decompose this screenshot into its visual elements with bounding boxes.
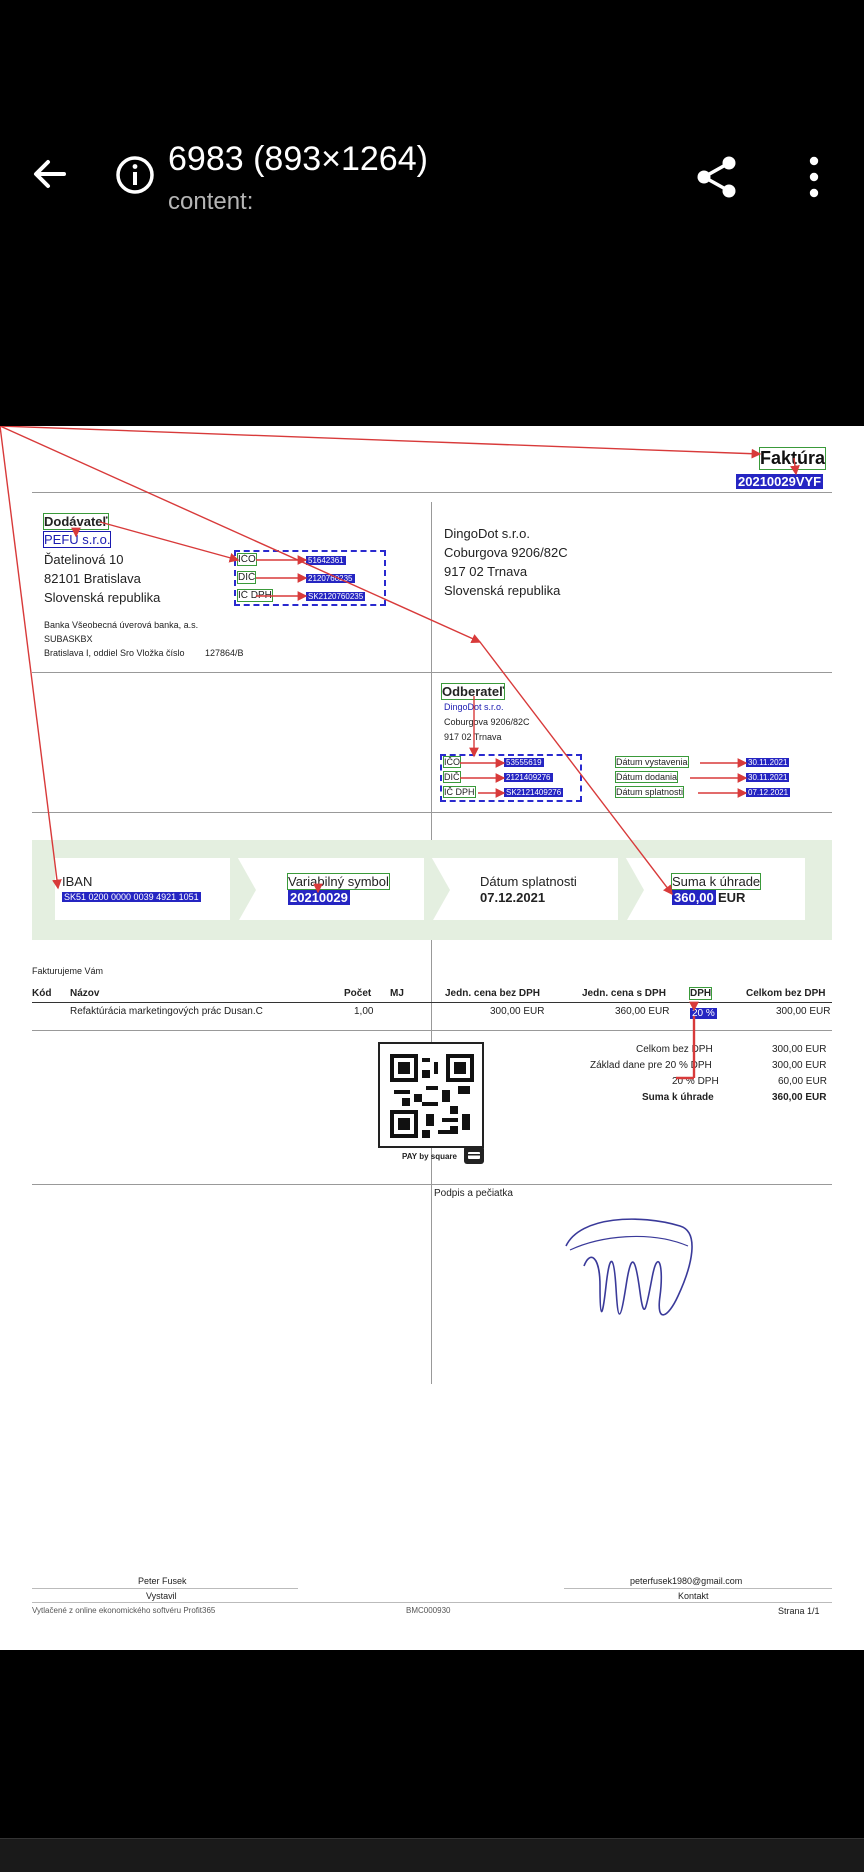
supplier-ico-value: 51642361: [308, 556, 344, 565]
amount-due-value: 360,00: [674, 890, 714, 905]
supplier-name: PEFU s.r.o.: [44, 532, 111, 547]
document-code: BMC000930: [406, 1606, 451, 1615]
app-bar: [0, 0, 864, 360]
col-qty: Počet: [344, 988, 372, 999]
recipient-city: 917 02 Trnava: [444, 564, 528, 579]
divider: [32, 1030, 832, 1031]
divider: [32, 1184, 832, 1185]
supplier-dic-value: 2120760235: [308, 574, 353, 583]
qr-caption: PAY by square: [402, 1152, 457, 1161]
signature-label: Podpis a pečiatka: [434, 1188, 513, 1199]
table-header-line: [32, 1002, 832, 1003]
chevron-divider: [618, 844, 644, 936]
col-price: Jedn. cena bez DPH: [445, 988, 541, 999]
pay-by-square-qr: [378, 1042, 484, 1148]
amount-due-currency: EUR: [718, 890, 746, 905]
divider: [32, 1602, 832, 1603]
recipient-street: Coburgova 9206/82C: [444, 545, 568, 560]
variable-symbol-label: Variabilný symbol: [288, 874, 389, 889]
system-nav-bar: [0, 1838, 864, 1872]
issuer-role: Vystavil: [146, 1591, 177, 1601]
date-delivery-value: 30.11.2021: [748, 773, 788, 782]
supplier-swift: SUBASKBX: [44, 634, 93, 644]
recipient-name: DingoDot s.r.o.: [444, 526, 530, 541]
vat-amount-value: 60,00 EUR: [778, 1076, 827, 1087]
due-date-value: 07.12.2021: [480, 890, 546, 905]
contact-email[interactable]: peterfusek1980@gmail.com: [630, 1576, 743, 1586]
total-no-vat-label: Celkom bez DPH: [636, 1044, 713, 1055]
recipient-country: Slovenská republika: [444, 583, 561, 598]
share-icon[interactable]: [694, 154, 740, 200]
invoice-intro: Fakturujeme Vám: [32, 966, 104, 976]
row-vat: 20 %: [692, 1008, 715, 1019]
vat-amount-label: 20 % DPH: [672, 1076, 719, 1087]
divider: [32, 812, 832, 813]
invoice-title: Faktúra: [760, 448, 826, 468]
supplier-register: Bratislava I, oddiel Sro Vložka číslo: [44, 648, 185, 658]
supplier-dic-label: DIČ: [238, 572, 256, 583]
row-qty: 1,00: [354, 1006, 374, 1017]
col-price-vat: Jedn. cena s DPH: [582, 988, 666, 999]
supplier-country: Slovenská republika: [44, 590, 161, 605]
chevron-divider: [424, 844, 450, 936]
page-number: Strana 1/1: [778, 1606, 820, 1616]
supplier-ico-label: IČO: [238, 554, 256, 565]
image-subtitle: content:: [168, 188, 254, 215]
column-divider: [431, 502, 432, 1384]
date-issued-label: Dátum vystavenia: [616, 757, 688, 767]
row-price-vat: 360,00 EUR: [615, 1006, 670, 1017]
row-name: Refaktúrácia marketingových prác Dusan.C: [70, 1006, 263, 1017]
customer-street: Coburgova 9206/82C: [444, 717, 530, 727]
customer-label: Odberateľ: [442, 684, 505, 699]
supplier-icdph-label: IČ DPH: [238, 590, 272, 601]
col-vat: DPH: [690, 988, 712, 999]
row-price: 300,00 EUR: [490, 1006, 545, 1017]
col-unit: MJ: [390, 988, 404, 999]
supplier-city: 82101 Bratislava: [44, 571, 141, 586]
date-due-label: Dátum splatnosti: [616, 787, 684, 797]
signature-line: [32, 1588, 298, 1589]
col-name: Názov: [70, 988, 100, 999]
customer-name: DingoDot s.r.o.: [444, 702, 504, 712]
contact-role: Kontakt: [678, 1591, 709, 1601]
software-note: Vytlačené z online ekonomického softvéru Profit365: [32, 1606, 216, 1615]
supplier-street: Ďatelinová 10: [44, 552, 124, 567]
supplier-label: Dodávateľ: [44, 514, 108, 529]
iban-label: IBAN: [62, 874, 93, 889]
more-options-icon[interactable]: [800, 154, 828, 200]
col-total: Celkom bez DPH: [746, 988, 826, 999]
customer-dic-value: 2121409276: [506, 773, 551, 782]
customer-city: 917 02 Trnava: [444, 732, 502, 742]
signature-line: [564, 1588, 832, 1589]
customer-icdph-value: SK2121409276: [506, 788, 562, 797]
tax-base-value: 300,00 EUR: [772, 1060, 827, 1071]
issuer-name: Peter Fusek: [138, 1576, 187, 1586]
supplier-register-no: 127864/B: [205, 648, 244, 658]
customer-ico-value: 53555619: [506, 758, 542, 767]
variable-symbol-value: 20210029: [290, 890, 348, 905]
invoice-document: [0, 426, 864, 1650]
qr-code-icon: [390, 1054, 474, 1138]
chevron-divider: [230, 844, 256, 936]
supplier-icdph-value: SK2120760235: [308, 592, 364, 601]
customer-icdph-label: IČ DPH: [444, 787, 475, 797]
amount-due-label: Suma k úhrade: [672, 874, 761, 889]
info-icon[interactable]: [114, 154, 156, 196]
card-icon: [464, 1146, 484, 1164]
grand-total-value: 360,00 EUR: [772, 1092, 827, 1103]
date-delivery-label: Dátum dodania: [616, 772, 678, 782]
date-issued-value: 30.11.2021: [748, 758, 788, 767]
due-date-label: Dátum splatnosti: [480, 874, 577, 889]
divider: [32, 492, 832, 493]
supplier-bank: Banka Všeobecná úverová banka, a.s.: [44, 620, 199, 630]
row-total: 300,00 EUR: [776, 1006, 831, 1017]
grand-total-label: Suma k úhrade: [642, 1092, 714, 1103]
divider: [32, 672, 832, 673]
tax-base-label: Základ dane pre 20 % DPH: [590, 1060, 712, 1071]
annotation-arrows-overlay: [0, 426, 864, 1650]
signature-image: [560, 1206, 700, 1336]
customer-ico-label: IČO: [444, 757, 461, 767]
back-arrow-icon[interactable]: [28, 152, 72, 196]
customer-dic-label: DIČ: [444, 772, 460, 782]
invoice-number: 20210029VYF: [738, 474, 822, 489]
total-no-vat-value: 300,00 EUR: [772, 1044, 827, 1055]
iban-value: SK51 0200 0000 0039 4921 1051: [64, 892, 199, 902]
col-code: Kód: [32, 988, 52, 999]
date-due-value: 07.12.2021: [748, 788, 789, 797]
image-title: 6983 (893×1264): [168, 140, 428, 178]
